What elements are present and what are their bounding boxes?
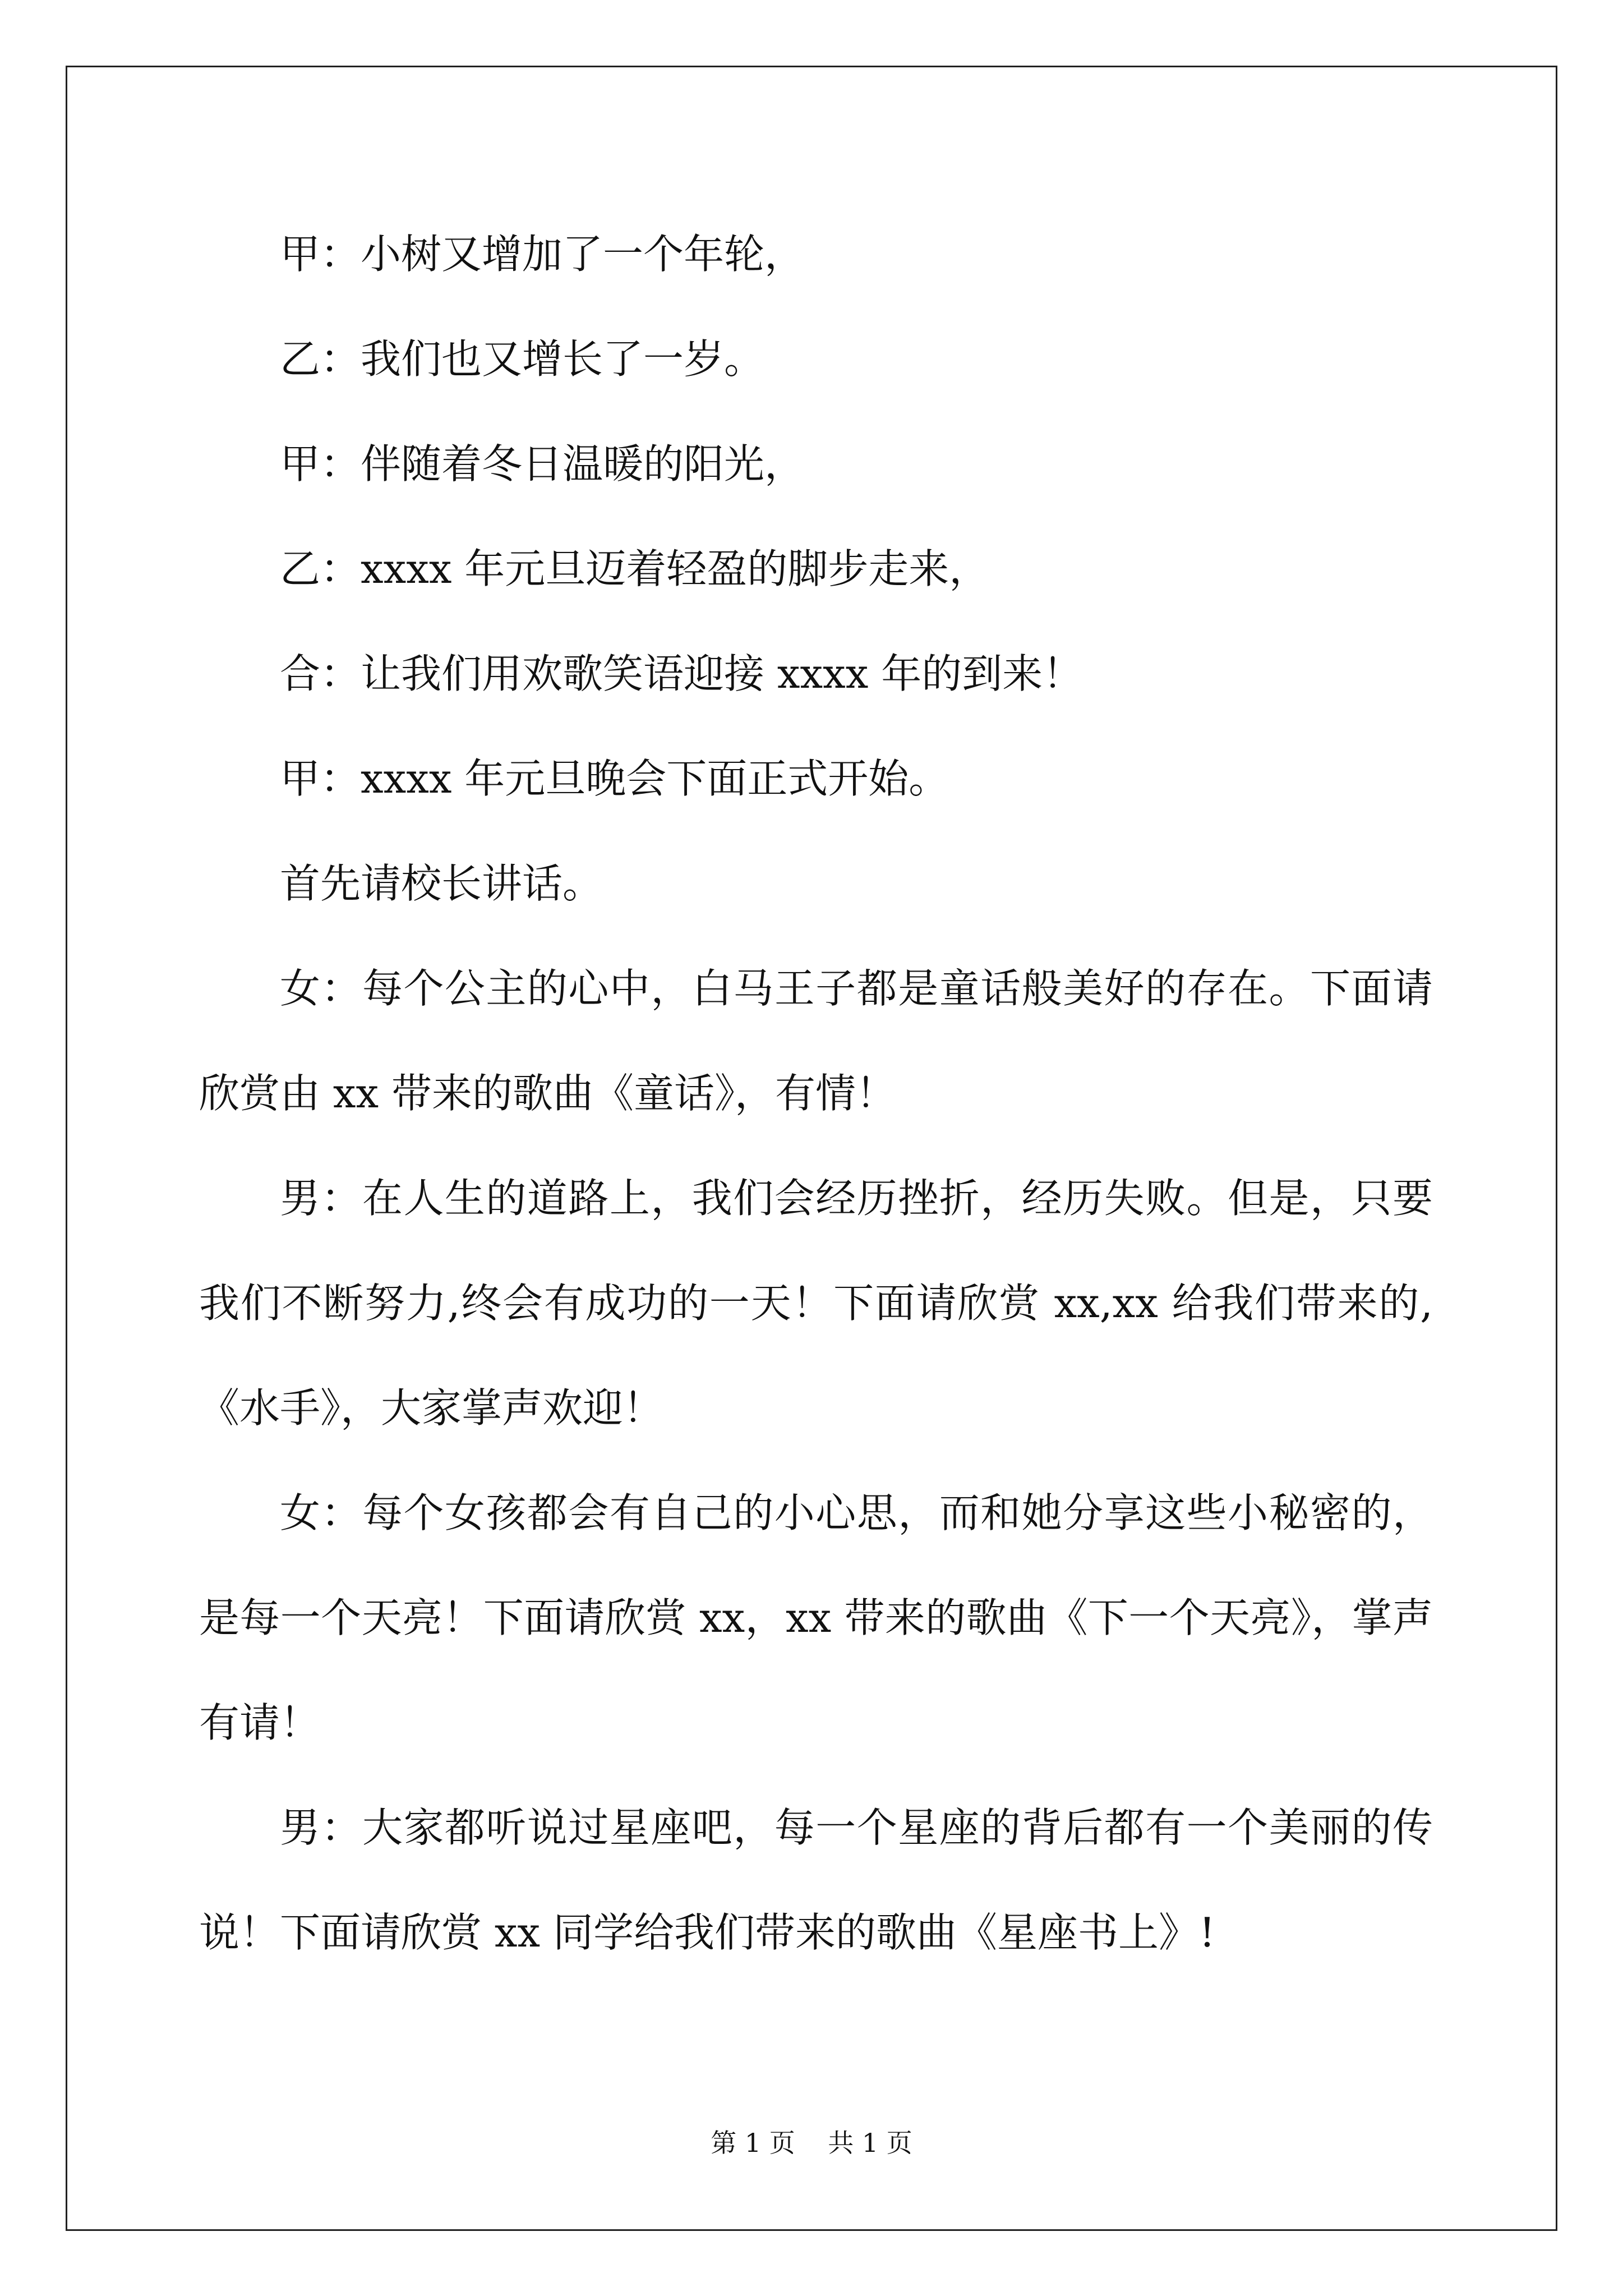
paragraph: 男：在人生的道路上，我们会经历挫折，经历失败。但是，只要我们不断努力,终会有成功的一天！下面请欣赏 xx,xx 给我们带来的,《水手》，大家掌声欢迎！ bbox=[199, 1175, 1433, 1432]
paragraph: 甲：xxxx 年元旦晚会下面正式开始。 bbox=[280, 755, 949, 802]
paragraph: 甲：伴随着冬日温暖的阳光， bbox=[280, 440, 805, 487]
paragraph: 首先请校长讲话。 bbox=[280, 860, 603, 907]
paragraph: 乙：我们也又增长了一岁。 bbox=[280, 335, 765, 383]
page-number: 第 1 页 bbox=[711, 2128, 795, 2158]
paragraph: 男：大家都听说过星座吧，每一个星座的背后都有一个美丽的传说！下面请欣赏 xx 同学给我们带来的歌曲《星座书上》! bbox=[199, 1804, 1433, 1956]
page-footer bbox=[0, 2126, 1623, 2160]
page-total: 共 1 页 bbox=[828, 2128, 912, 2158]
document-body bbox=[199, 202, 1433, 1985]
paragraph: 乙：xxxx 年元旦迈着轻盈的脚步走来， bbox=[280, 545, 990, 592]
paragraph: 甲：小树又增加了一个年轮， bbox=[280, 231, 805, 278]
paragraph: 合：让我们用欢歌笑语迎接 xxxx 年的到来！ bbox=[280, 650, 1083, 697]
paragraph: 女：每个女孩都会有自己的小心思，而和她分享这些小秘密的，是每一个天亮！下面请欣赏 xx，xx 带来的歌曲《下一个天亮》，掌声有请！ bbox=[199, 1489, 1433, 1746]
paragraph: 女：每个公主的心中，白马王子都是童话般美好的存在。下面请欣赏由 xx 带来的歌曲《童话》，有情！ bbox=[199, 965, 1433, 1117]
